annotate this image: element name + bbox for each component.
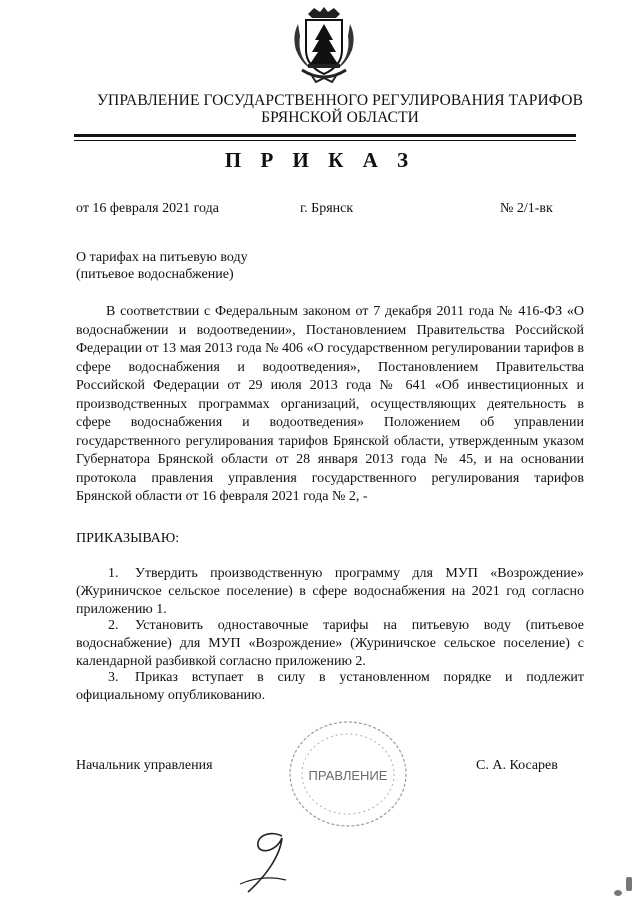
order-item-1 [76, 565, 584, 619]
handwritten-signature [226, 826, 306, 896]
item-text: Установить одноставочные тарифы на питьевую воду (питьевое водоснабжение) для МУП «Возрождение» (Журиничское сельское поселение) с календарной разбивкой согласно приложению 2. [76, 618, 584, 669]
subject-line2: (питьевое водоснабжение) [76, 267, 234, 282]
coat-of-arms-icon [288, 6, 360, 84]
order-city: г. Брянск [300, 201, 354, 216]
official-stamp [286, 718, 410, 830]
preamble-paragraph: В соответствии с Федеральным законом от 7 декабря 2011 года № 416-ФЗ «О водоснабжении и водоотведении», Постановлением Правительства Российской Федерации от 13 мая 2013 года № 406 «О государственном регулировании тарифов в сфере водоснабжения и водоотведения», Постановлением Правительства Российской Федерации от 29 июля 2013 года № 641 «Об инвестиционных и производственных программах организаций, осуществляющих деятельность в сфере водоснабжения и водоотведения» Положением об управлении государственного регулирования тарифов Брянской области, утвержденным указом Губернатора Брянской области от 28 января 2013 года № 45, и на основании протокола правления управления государственного регулирования тарифов Брянской области от 16 февраля 2021 года № 2, - [76, 304, 584, 504]
document-title: П Р И К А З [224, 148, 416, 172]
order-number: № 2/1-вк [500, 201, 553, 216]
organization-name-line1: УПРАВЛЕНИЕ ГОСУДАРСТВЕННОГО РЕГУЛИРОВАНИЯ ТАРИФОВ [96, 92, 584, 109]
scan-speck [626, 877, 632, 891]
header-rule-thick [74, 134, 576, 137]
subject-line1: О тарифах на питьевую воду [76, 250, 248, 265]
order-item-3 [76, 669, 584, 705]
item-number: 2. [108, 618, 119, 633]
signatory-name: С. А. Косарев [476, 758, 558, 773]
stamp-text: ПРАВЛЕНИЕ [308, 768, 388, 783]
item-text: Утвердить производственную программу для МУП «Возрождение» (Журиничское сельское поселение) в сфере водоснабжения на 2021 год согласно приложению 1. [76, 566, 584, 617]
scan-speck [614, 890, 622, 896]
item-number: 1. [108, 566, 119, 581]
item-text: Приказ вступает в силу в установленном порядке и подлежит официальному опубликованию. [76, 670, 584, 703]
order-keyword: ПРИКАЗЫВАЮ: [76, 531, 180, 546]
organization-name-line2: БРЯНСКОЙ ОБЛАСТИ [261, 109, 419, 126]
signatory-position: Начальник управления [76, 758, 213, 773]
order-item-2 [76, 617, 584, 671]
order-date: от 16 февраля 2021 года [76, 201, 219, 216]
item-number: 3. [108, 670, 119, 685]
header-rule-thin [74, 140, 576, 141]
